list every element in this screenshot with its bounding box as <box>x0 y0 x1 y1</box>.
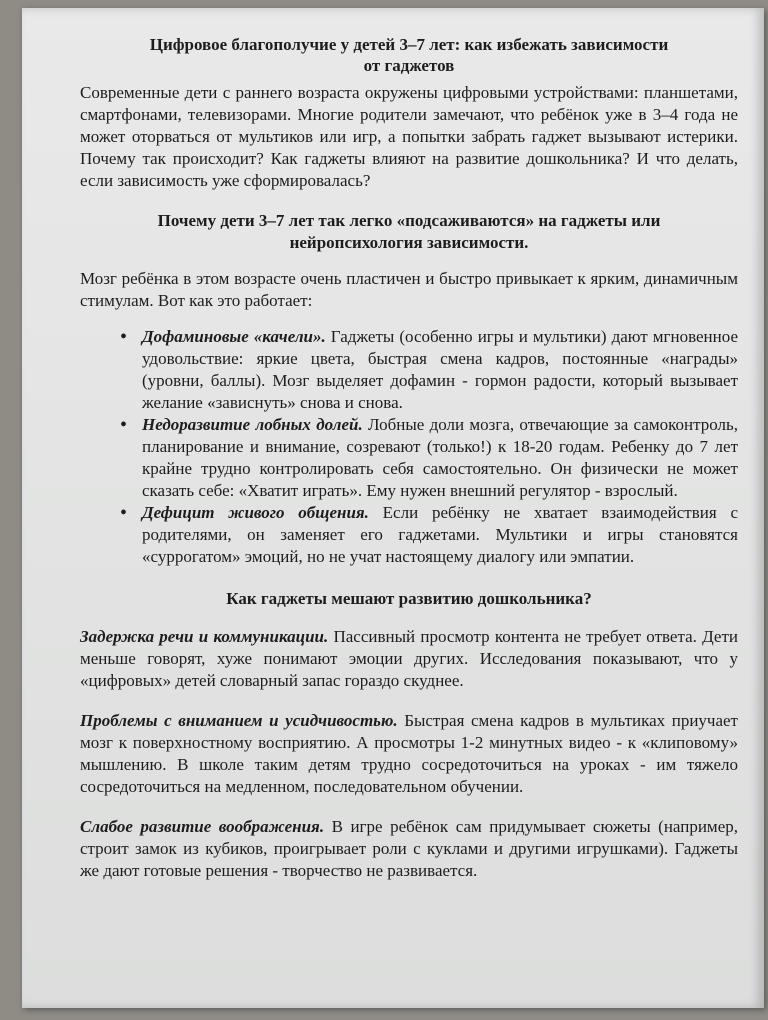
list-item-lead: Недоразвитие лобных долей. <box>142 415 363 434</box>
section-2-body <box>80 626 738 882</box>
section-1-intro: Мозг ребёнка в этом возрасте очень пластичен и быстро привыкает к ярким, динамичным стимулам. Вот как это работает: <box>80 269 738 310</box>
list-item <box>142 326 738 414</box>
paragraph-lead: Проблемы с вниманием и усидчивостью. <box>80 711 398 730</box>
section-1-heading-line-1: Почему дети 3–7 лет так легко «подсаживаются» на гаджеты или <box>157 211 661 230</box>
section-2-paragraph <box>80 816 738 882</box>
list-item-text: Лобные доли мозга, отвечающие за самоконтроль, планирование и внимание, созревают (только!) к 18-20 годам. Ребенку до 7 лет крайне трудно контролировать себя самостоятельно. Он физически не может сказать себе: «Хватит играть». Ему нужен внешний регулятор - взрослый. <box>142 415 739 500</box>
paragraph-text: В игре ребёнок сам придумывает сюжеты (например, строит замок из кубиков, проигрывает роли с куклами и другими игрушками). Гаджеты же дают готовые решения - творчество не развивается. <box>80 817 738 880</box>
document-page <box>22 8 764 1008</box>
title-line-1: Цифровое благополучие у детей 3–7 лет: как избежать зависимости <box>149 35 669 54</box>
section-1-heading-line-2: нейропсихология зависимости. <box>289 233 529 252</box>
paragraph-lead: Задержка речи и коммуникации. <box>80 627 329 646</box>
list-item-text: Если ребёнку не хватает взаимодействия с родителями, он заменяет его гаджетами. Мультики и игры становятся «суррогатом» эмоций, но не учат настоящему диалогу или эмпатии. <box>142 503 738 566</box>
list-item <box>142 414 738 502</box>
section-2-paragraph <box>80 710 738 798</box>
section-1-heading <box>80 210 738 254</box>
document-content <box>80 34 738 900</box>
list-item-text: Гаджеты (особенно игры и мультики) дают мгновенное удовольствие: яркие цвета, быстрая смена кадров, постоянные «награды» (уровни, баллы). Мозг выделяет дофамин - гормон радости, который вызывает желание «зависнуть» снова и снова. <box>142 327 738 412</box>
list-item-lead: Дофаминовые «качели». <box>142 327 326 346</box>
document-title <box>80 34 738 76</box>
section-2-paragraph <box>80 626 738 692</box>
paragraph-lead: Слабое развитие воображения. <box>80 817 325 836</box>
title-line-2: от гаджетов <box>363 56 455 75</box>
bullet-list <box>80 326 738 568</box>
intro-paragraph: Современные дети с раннего возраста окружены цифровыми устройствами: планшетами, смартфонами, телевизорами. Многие родители замечают, что ребёнок уже в 3–4 года не может оторваться от мультиков или игр, а попытки забрать гаджет вызывают истерики. Почему так происходит? Как гаджеты влияют на развитие дошкольника? И что делать, если зависимость уже сформировалась? <box>80 83 738 190</box>
list-item <box>142 502 738 568</box>
paragraph-text: Пассивный просмотр контента не требует ответа. Дети меньше говорят, хуже понимают эмоции других. Исследования показывают, что у «цифровых» детей словарный запас гораздо скуднее. <box>80 627 738 690</box>
paragraph-text: Быстрая смена кадров в мультиках приучает мозг к поверхностному восприятию. А просмотры 1-2 минутных видео - к «клиповому» мышлению. В школе таким детям трудно сосредоточиться на уроках - им тяжело сосредоточиться на медленном, последовательном обучении. <box>80 711 738 796</box>
section-2-heading: Как гаджеты мешают развитию дошкольника? <box>226 589 592 608</box>
list-item-lead: Дефицит живого общения. <box>142 503 369 522</box>
